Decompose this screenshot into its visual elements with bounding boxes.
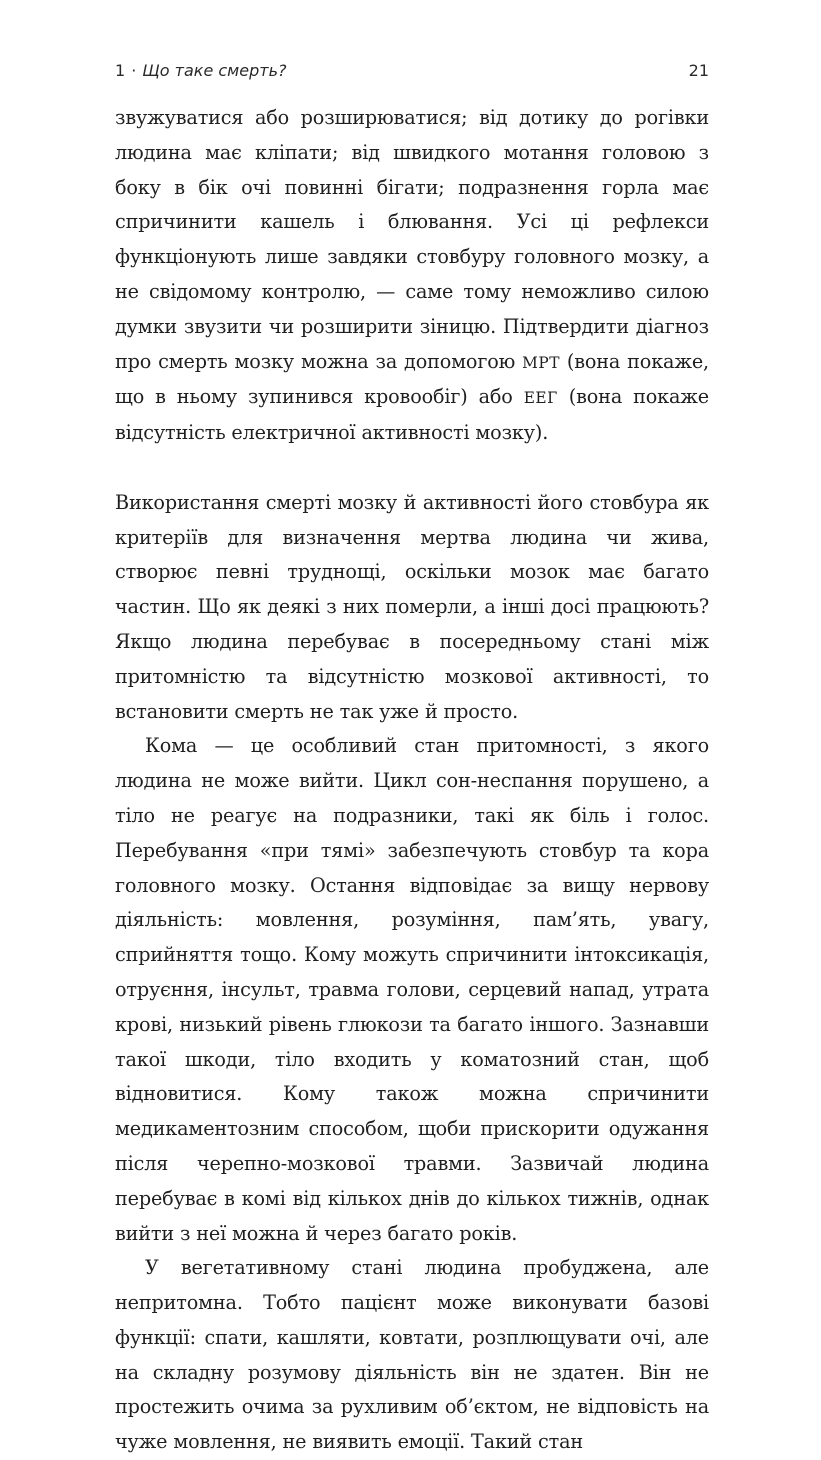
page-number: 21 <box>688 61 709 80</box>
abbreviation-mrt: МРТ <box>522 353 560 372</box>
paragraph-text: звужуватися або розширюватися; від дотику до рогівки людина має кліпати; від швидкого мотання головою з боку в бік очі повинні бігати; подразнення горла має спричинити кашель і блювання. Усі ці рефлекси функціонують лише завдяки стовбуру головного мозку, а не свідомому контролю, — саме тому неможливо силою думки звузити чи розширити зіницю. Підтвердити діагноз про смерть мозку можна за допомогою <box>115 106 709 373</box>
paragraph-text: (вона покаже, що в ньому зупинився кровообіг) або <box>115 349 709 409</box>
chapter-heading <box>115 61 286 80</box>
paragraph: Кома — це особливий стан притомності, з якого людина не може вийти. Цикл сон-неспання порушено, а тіло не реагує на подразники, такі як біль і голос. Перебування «при тямі» забезпечують стовбур та кора головного мозку. Остання відповідає за вищу нервову діяльність: мовлення, розуміння, пам’ять, увагу, сприйняття тощо. Кому можуть спричинити інтоксикація, отруєння, інсульт, травма голови, серцевий напад, утрата крові, низький рівень глюкози та багато іншого. Зазнавши такої шкоди, тіло входить у коматозний стан, щоб відновитися. Кому також можна спричинити медикаментозним способом, щоби прискорити одужання після черепно-мозкової травми. Зазвичай людина перебуває в комі від кількох днів до кількох тижнів, однак вийти з неї можна й через багато років. <box>115 734 709 1245</box>
paragraph <box>115 101 709 451</box>
paragraph: Використання смерті мозку й активності його стовбура як критеріїв для визначення мертва людина чи жива, створює певні труднощі, оскільки мозок має багато частин. Що як деякі з них померли, а інші досі працюють? Якщо людина перебуває в посередньому стані між притомністю та відсутністю мозкової активності, то встановити смерть не так уже й просто. <box>115 490 709 723</box>
chapter-title: Що таке смерть? <box>142 61 287 80</box>
running-header <box>115 61 709 85</box>
paragraph: У вегетативному стані людина пробуджена, але непритомна. Тобто пацієнт може виконувати базові функції: спати, кашляти, ковтати, розплющувати очі, але на складну розумову діяльність він не здатен. Він не простежить очима за рухливим об’єктом, не відповість на чуже мовлення, не виявить емоції. Такий стан <box>115 1256 709 1454</box>
paragraph-text: (вона покаже відсутність електричної активності мозку). <box>115 385 709 445</box>
chapter-number: 1 <box>115 61 126 80</box>
header-separator: · <box>131 61 137 80</box>
abbreviation-eeg: ЕЕГ <box>523 389 558 408</box>
body-text <box>115 101 709 1460</box>
